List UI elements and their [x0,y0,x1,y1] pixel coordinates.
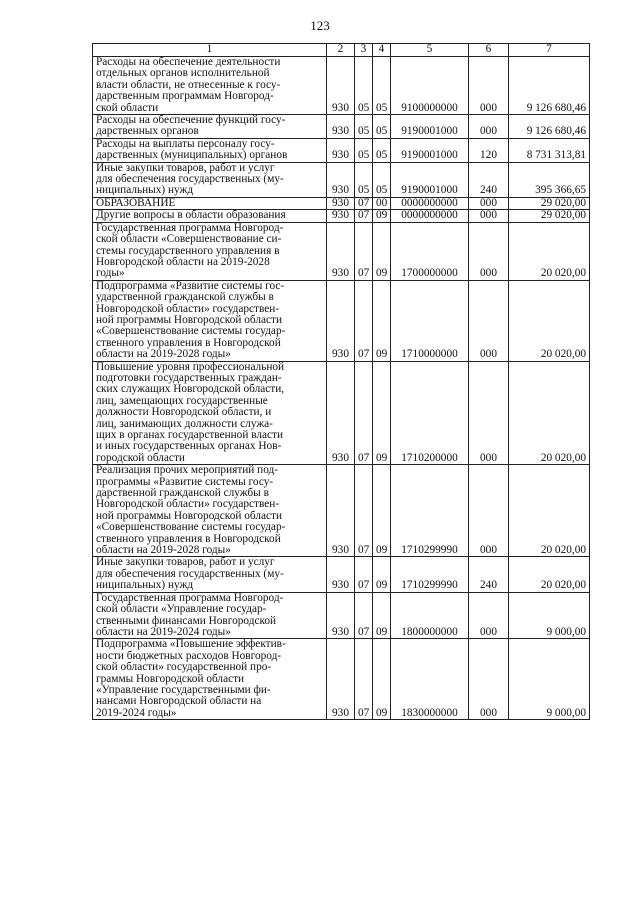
table-row [93,361,590,465]
row-amount-cell: 20 020,00 [509,280,590,361]
row-expense-type-cell: 000 [469,639,509,720]
row-name-cell: Иные закупки товаров, работ и услуг для обеспечения государственных (му- ниципальных) нужд [93,557,327,592]
row-section-cell: 07 [355,222,373,280]
row-name-cell: Другие вопросы в области образования [93,210,327,222]
row-admin-code-cell: 930 [327,197,355,209]
table-row [93,162,590,197]
row-name-cell: Расходы на выплаты персоналу госу- дарственных (муниципальных) органов [93,138,327,162]
table-row [93,280,590,361]
row-admin-code-cell: 930 [327,222,355,280]
row-name-cell: Реализация прочих мероприятий под- программы «Развитие системы госу- дарственной гражданской службы в Новгородской области» государствен- ной программы Новгородской области «Совершенствование системы государ- ственного управления в Новгородской области на 2019-2028 годы» [93,465,327,557]
row-target-article-cell: 9100000000 [391,57,469,115]
row-subsection-cell: 05 [373,115,391,139]
table-row [93,138,590,162]
row-section-cell: 07 [355,639,373,720]
row-name-cell: Повышение уровня профессиональной подготовки государственных граждан- ских служащих Новгородской области, лиц, замещающих государственные должности Новгородской области, и лиц, занимающих должности служа- щих в органах государственной власти и иных государственных органах Нов- городской области [93,361,327,465]
row-expense-type-cell: 000 [469,197,509,209]
table-row [93,592,590,639]
row-subsection-cell: 09 [373,465,391,557]
row-expense-type-cell: 000 [469,361,509,465]
row-admin-code-cell: 930 [327,162,355,197]
row-amount-cell: 20 020,00 [509,222,590,280]
row-target-article-cell: 9190001000 [391,138,469,162]
row-target-article-cell: 1800000000 [391,592,469,639]
row-subsection-cell: 09 [373,280,391,361]
header-cell: 2 [327,44,355,57]
header-cell: 3 [355,44,373,57]
row-expense-type-cell: 000 [469,592,509,639]
row-expense-type-cell: 000 [469,210,509,222]
row-expense-type-cell: 000 [469,465,509,557]
row-admin-code-cell: 930 [327,138,355,162]
row-admin-code-cell: 930 [327,210,355,222]
header-cell: 7 [509,44,590,57]
row-expense-type-cell: 000 [469,57,509,115]
table-row [93,557,590,592]
row-target-article-cell: 1710299990 [391,557,469,592]
row-amount-cell: 9 000,00 [509,592,590,639]
table-row [93,115,590,139]
row-admin-code-cell: 930 [327,557,355,592]
row-section-cell: 07 [355,592,373,639]
row-section-cell: 07 [355,361,373,465]
table-row [93,197,590,209]
row-section-cell: 07 [355,210,373,222]
row-target-article-cell: 0000000000 [391,210,469,222]
header-cell: 5 [391,44,469,57]
row-admin-code-cell: 930 [327,115,355,139]
header-cell: 1 [93,44,327,57]
row-expense-type-cell: 000 [469,222,509,280]
row-amount-cell: 20 020,00 [509,361,590,465]
row-expense-type-cell: 240 [469,557,509,592]
row-section-cell: 07 [355,557,373,592]
page-number: 123 [310,18,330,33]
row-section-cell: 07 [355,280,373,361]
table-row [93,222,590,280]
row-target-article-cell: 1700000000 [391,222,469,280]
row-amount-cell: 8 731 313,81 [509,138,590,162]
row-target-article-cell: 0000000000 [391,197,469,209]
row-subsection-cell: 09 [373,592,391,639]
row-subsection-cell: 09 [373,222,391,280]
row-name-cell: Подпрограмма «Повышение эффектив- ности бюджетных расходов Новгород- ской области» государственной про- граммы Новгородской области «Управление государственными фи- нансами Новгородской области на 2019-2024 годы» [93,639,327,720]
row-subsection-cell: 09 [373,557,391,592]
row-subsection-cell: 05 [373,57,391,115]
table-row [93,210,590,222]
row-target-article-cell: 1710200000 [391,361,469,465]
row-admin-code-cell: 930 [327,57,355,115]
row-admin-code-cell: 930 [327,639,355,720]
row-target-article-cell: 1710000000 [391,280,469,361]
table-header-row [93,44,590,57]
table-row [93,57,590,115]
row-expense-type-cell: 000 [469,280,509,361]
row-amount-cell: 9 126 680,46 [509,115,590,139]
row-name-cell: Иные закупки товаров, работ и услуг для обеспечения государственных (му- ниципальных) нужд [93,162,327,197]
row-amount-cell: 9 000,00 [509,639,590,720]
row-section-cell: 05 [355,138,373,162]
row-target-article-cell: 1710299990 [391,465,469,557]
row-subsection-cell: 00 [373,197,391,209]
header-cell: 6 [469,44,509,57]
row-target-article-cell: 1830000000 [391,639,469,720]
row-subsection-cell: 09 [373,361,391,465]
row-subsection-cell: 09 [373,639,391,720]
row-target-article-cell: 9190001000 [391,162,469,197]
header-cell: 4 [373,44,391,57]
table-row [93,639,590,720]
row-name-cell: Государственная программа Новгород- ской области «Совершенствование си- стемы государственного управления в Новгородской области на 2019-2028 годы» [93,222,327,280]
row-admin-code-cell: 930 [327,465,355,557]
row-admin-code-cell: 930 [327,361,355,465]
row-name-cell: Расходы на обеспечение функций госу- дарственных органов [93,115,327,139]
row-section-cell: 05 [355,115,373,139]
row-amount-cell: 29 020,00 [509,197,590,209]
row-expense-type-cell: 240 [469,162,509,197]
row-amount-cell: 395 366,65 [509,162,590,197]
row-subsection-cell: 05 [373,162,391,197]
row-target-article-cell: 9190001000 [391,115,469,139]
row-section-cell: 05 [355,57,373,115]
row-amount-cell: 20 020,00 [509,557,590,592]
row-name-cell: ОБРАЗОВАНИЕ [93,197,327,209]
row-name-cell: Расходы на обеспечение деятельности отдельных органов исполнительной власти области, не отнесенные к госу- дарственным программам Новгород- ской области [93,57,327,115]
row-admin-code-cell: 930 [327,592,355,639]
row-expense-type-cell: 000 [469,115,509,139]
row-name-cell: Государственная программа Новгород- ской области «Управление государ- ственными финансами Новгородской области на 2019-2024 годы» [93,592,327,639]
row-subsection-cell: 09 [373,210,391,222]
row-section-cell: 07 [355,197,373,209]
row-name-cell: Подпрограмма «Развитие системы гос- ударственной гражданской службы в Новгородской области» государствен- ной программы Новгородской области «Совершенствование системы государ- ственного управления в Новгородской области на 2019-2028 годы» [93,280,327,361]
row-amount-cell: 29 020,00 [509,210,590,222]
row-admin-code-cell: 930 [327,280,355,361]
row-section-cell: 07 [355,465,373,557]
table-body [93,57,590,720]
row-amount-cell: 9 126 680,46 [509,57,590,115]
row-section-cell: 05 [355,162,373,197]
row-amount-cell: 20 020,00 [509,465,590,557]
budget-table [92,43,590,720]
table-row [93,465,590,557]
row-subsection-cell: 05 [373,138,391,162]
row-expense-type-cell: 120 [469,138,509,162]
